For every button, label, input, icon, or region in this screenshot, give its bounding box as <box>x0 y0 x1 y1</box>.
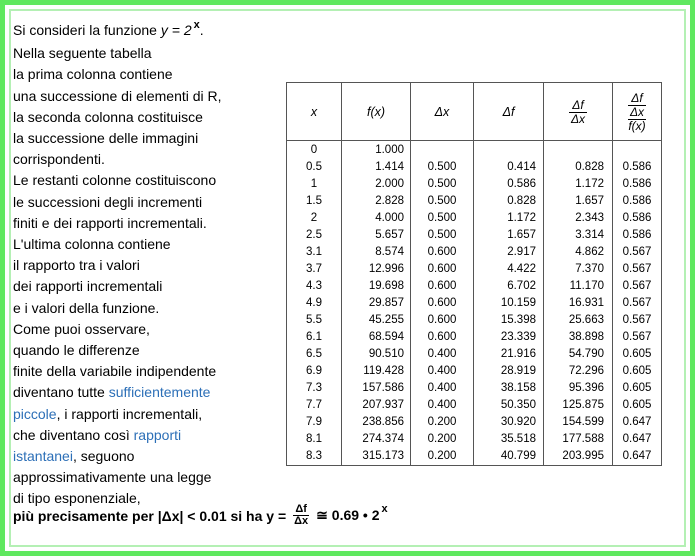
header-ratio-num: Δf <box>569 99 586 113</box>
conclusion-exponent: x <box>381 502 388 515</box>
fraction-denominator: Δx <box>294 515 309 527</box>
table-cell-dx: 0.500 <box>427 212 457 224</box>
table-cell-dx: 0.500 <box>427 161 457 173</box>
column-relative-ratio <box>613 141 662 466</box>
table-cell-x: 8.1 <box>306 433 322 445</box>
formula-end: . <box>199 22 204 38</box>
paragraph-line-20 <box>13 446 283 467</box>
table-cell-dx: 0.400 <box>427 382 457 394</box>
table-cell-rr: 0.567 <box>622 280 652 292</box>
table-cell-rr: 0.605 <box>622 348 652 360</box>
header-rr-fraction <box>628 92 645 133</box>
table-cell-ratio: 16.931 <box>568 297 604 309</box>
table-body-row <box>287 141 662 466</box>
paragraph <box>13 43 283 382</box>
table-cell-df: 40.799 <box>500 450 536 462</box>
table-cell-ratio: 54.790 <box>568 348 604 360</box>
line-19-text: che diventano così <box>13 426 134 443</box>
paragraph-line-17 <box>13 382 283 403</box>
table-cell-rr: 0.605 <box>622 365 652 377</box>
line-18-text: , i rapporti incrementali, <box>56 405 203 422</box>
paragraph-line: le successioni degli incrementi <box>13 193 203 210</box>
paragraph-line: una successione di elementi di R, <box>13 87 222 104</box>
table-cell-fx: 90.510 <box>368 348 404 360</box>
table-cell-fx: 2.000 <box>375 178 404 190</box>
header-x: x <box>287 83 342 141</box>
conclusion-text: più precisamente per |Δx| < 0.01 si ha y = <box>13 507 287 524</box>
table-cell-fx: 12.996 <box>368 263 404 275</box>
header-relative-ratio <box>613 83 662 141</box>
table-cell-dx <box>411 142 473 159</box>
column-fx <box>342 141 411 466</box>
table-cell-ratio: 7.370 <box>575 263 604 275</box>
increments-table <box>286 82 662 466</box>
table-cell-rr: 0.586 <box>622 161 652 173</box>
header-rr-den: f(x) <box>628 118 646 133</box>
table-cell-fx: 274.374 <box>362 433 404 445</box>
line-20-text: , seguono <box>72 448 135 465</box>
table-cell-x: 2 <box>310 212 318 224</box>
table-cell-fx: 157.586 <box>362 382 404 394</box>
table-cell-df <box>474 142 536 159</box>
header-ratio-den: Δx <box>570 111 586 126</box>
table-cell-x: 6.9 <box>306 365 322 377</box>
highlight-rapporti: rapporti <box>133 426 182 443</box>
header-ratio <box>544 83 613 141</box>
paragraph-line: e i valori della funzione. <box>13 299 160 316</box>
table-cell-fx: 207.937 <box>362 399 404 411</box>
table-cell-x: 1.5 <box>306 195 322 207</box>
paragraph-line: la seconda colonna costituisce <box>13 108 203 125</box>
table-cell-rr: 0.567 <box>622 331 652 343</box>
table-cell-rr: 0.647 <box>622 433 652 445</box>
table-cell-x: 2.5 <box>306 229 322 241</box>
fraction-numerator: Δf <box>295 503 307 515</box>
paragraph-line-22: di tipo esponenziale, <box>13 490 141 507</box>
header-dx: Δx <box>411 83 474 141</box>
column-dx <box>411 141 474 466</box>
highlight-piccole: piccole <box>13 405 57 422</box>
table-cell-x: 3.1 <box>306 246 322 258</box>
table-cell-rr: 0.567 <box>622 246 652 258</box>
column-x <box>287 141 342 466</box>
table-cell-dx: 0.600 <box>427 297 457 309</box>
table-cell-rr: 0.586 <box>622 212 652 224</box>
table-cell-df: 23.339 <box>500 331 536 343</box>
table-cell-ratio: 1.657 <box>575 195 604 207</box>
table-cell-dx: 0.400 <box>427 399 457 411</box>
table-cell-rr: 0.647 <box>622 450 652 462</box>
table-cell-ratio: 203.995 <box>562 450 604 462</box>
table-cell-x: 1 <box>310 178 318 190</box>
table-cell-df: 0.586 <box>507 178 536 190</box>
table-cell-df: 28.919 <box>500 365 536 377</box>
table-cell-fx: 19.698 <box>368 280 404 292</box>
table-cell-rr: 0.647 <box>622 416 652 428</box>
table-cell-df: 4.422 <box>507 263 536 275</box>
formula-base: y = 2 <box>160 22 192 38</box>
header-df: Δf <box>474 83 544 141</box>
paragraph-line: Come puoi osservare, <box>13 320 150 337</box>
column-ratio <box>544 141 613 466</box>
table-cell-dx: 0.500 <box>427 229 457 241</box>
paragraph-line: Le restanti colonne costituiscono <box>13 172 217 189</box>
paragraph-line-18 <box>13 404 283 425</box>
paragraph-line: finiti e dei rapporti incrementali. <box>13 214 207 231</box>
table-cell-df: 35.518 <box>500 433 536 445</box>
table-cell-fx: 8.574 <box>375 246 404 258</box>
header-rr-num: Δf <box>628 92 645 106</box>
table-cell-fx: 2.828 <box>375 195 404 207</box>
paragraph-line: la successione delle immagini <box>13 130 199 147</box>
table-cell-ratio: 38.898 <box>568 331 604 343</box>
table-cell-dx: 0.600 <box>427 314 457 326</box>
table-cell-ratio: 1.172 <box>575 178 604 190</box>
conclusion-fraction <box>292 504 310 527</box>
paragraph-line: dei rapporti incrementali <box>13 278 163 295</box>
table-cell-x: 0.5 <box>306 161 322 173</box>
header-rr-top <box>628 92 645 120</box>
table-cell-ratio: 2.343 <box>575 212 604 224</box>
table-header-row <box>287 83 662 141</box>
table-cell-fx: 238.856 <box>362 416 404 428</box>
table-cell-df: 1.657 <box>507 229 536 241</box>
table-cell-rr: 0.567 <box>622 314 652 326</box>
line-17-text: diventano tutte <box>13 384 109 401</box>
table-cell-ratio: 177.588 <box>562 433 604 445</box>
table-cell-dx: 0.600 <box>427 246 457 258</box>
highlight-istantanei: istantanei <box>13 448 73 465</box>
table-cell-x: 7.7 <box>306 399 322 411</box>
paragraph-line: finite della variabile indipendente <box>13 363 217 380</box>
intro-text: Si consideri la funzione <box>13 22 157 38</box>
paragraph-line-21: approssimativamente una legge <box>13 469 212 486</box>
table-cell-fx: 68.594 <box>368 331 404 343</box>
table-cell-fx: 315.173 <box>362 450 404 462</box>
intro-formula <box>160 19 204 38</box>
paragraph-line: il rapporto tra i valori <box>13 257 140 274</box>
table-cell-x: 5.5 <box>306 314 322 326</box>
conclusion-approx: ≅ 0.69 • 2 <box>316 507 380 523</box>
explanation-text <box>13 20 283 510</box>
table-cell-x: 4.3 <box>306 280 322 292</box>
paragraph-line: la prima colonna contiene <box>13 66 173 83</box>
table-cell-rr: 0.586 <box>622 178 652 190</box>
table-cell-fx: 29.857 <box>368 297 404 309</box>
table-cell-dx: 0.400 <box>427 365 457 377</box>
table-cell-dx: 0.200 <box>427 433 457 445</box>
table-cell-df: 2.917 <box>507 246 536 258</box>
header-rr-mid: Δx <box>629 104 645 119</box>
table-cell-df: 21.916 <box>500 348 536 360</box>
table-cell-dx: 0.600 <box>427 280 457 292</box>
table-cell-df: 30.920 <box>500 416 536 428</box>
table-cell-df: 6.702 <box>507 280 536 292</box>
table-cell-ratio: 0.828 <box>575 161 604 173</box>
table-cell-ratio: 95.396 <box>568 382 604 394</box>
table-cell-x: 6.1 <box>306 331 322 343</box>
table-cell-fx: 5.657 <box>375 229 404 241</box>
table-cell-ratio: 125.875 <box>562 399 604 411</box>
table-cell-dx: 0.500 <box>427 178 457 190</box>
column-df <box>474 141 544 466</box>
table-cell-ratio: 4.862 <box>575 246 604 258</box>
table-cell-x: 6.5 <box>306 348 322 360</box>
table-cell-fx: 119.428 <box>363 365 404 377</box>
table-cell-rr: 0.605 <box>622 382 652 394</box>
table-cell-x: 0 <box>310 144 318 156</box>
table-cell-ratio: 72.296 <box>568 365 604 377</box>
table-cell-df: 0.414 <box>507 161 536 173</box>
table-cell-x: 8.3 <box>306 450 322 462</box>
header-ratio-fraction <box>569 99 586 126</box>
table-cell-ratio: 154.599 <box>562 416 604 428</box>
table-cell-dx: 0.600 <box>427 331 457 343</box>
highlight-sufficientemente: sufficientemente <box>108 384 211 401</box>
table-cell-rr: 0.567 <box>622 263 652 275</box>
table-cell-df: 38.158 <box>500 382 536 394</box>
conclusion-line <box>13 504 388 527</box>
paragraph-line: corrispondenti. <box>13 151 105 168</box>
table-cell-df: 15.398 <box>500 314 536 326</box>
table-cell-rr: 0.586 <box>622 195 652 207</box>
table-cell-dx: 0.600 <box>427 263 457 275</box>
table-cell-fx: 45.255 <box>368 314 404 326</box>
intro-line <box>13 20 283 43</box>
paragraph-line-19 <box>13 425 283 446</box>
table-cell-df: 10.159 <box>500 297 536 309</box>
table-cell-rr: 0.567 <box>622 297 652 309</box>
table-cell-ratio: 25.663 <box>568 314 604 326</box>
table-cell-dx: 0.500 <box>427 195 457 207</box>
table-cell-df: 1.172 <box>507 212 536 224</box>
table-cell-x: 7.3 <box>306 382 322 394</box>
table-cell-dx: 0.400 <box>427 348 457 360</box>
table-cell-df: 0.828 <box>507 195 536 207</box>
header-fx: f(x) <box>342 83 411 141</box>
table-cell-fx: 4.000 <box>375 212 404 224</box>
table-cell-rr: 0.605 <box>622 399 652 411</box>
table-cell-fx: 1.414 <box>375 161 404 173</box>
table-cell-ratio: 3.314 <box>575 229 604 241</box>
paragraph-line: L'ultima colonna contiene <box>13 236 171 253</box>
table-cell-fx: 1.000 <box>375 144 404 156</box>
table-cell-x: 7.9 <box>306 416 322 428</box>
table-cell-dx: 0.200 <box>427 416 457 428</box>
formula-exponent: x <box>193 19 200 31</box>
paragraph-line: quando le differenze <box>13 342 140 359</box>
table-cell-rr: 0.586 <box>622 229 652 241</box>
table-cell-x: 3.7 <box>306 263 322 275</box>
table-cell-df: 50.350 <box>500 399 536 411</box>
paragraph-line: Nella seguente tabella <box>13 45 152 62</box>
table-cell-x: 4.9 <box>306 297 322 309</box>
table-cell-dx: 0.200 <box>427 450 457 462</box>
table-cell-rr <box>613 142 661 159</box>
table-cell-ratio <box>544 142 604 159</box>
table-cell-ratio: 11.170 <box>569 280 604 292</box>
